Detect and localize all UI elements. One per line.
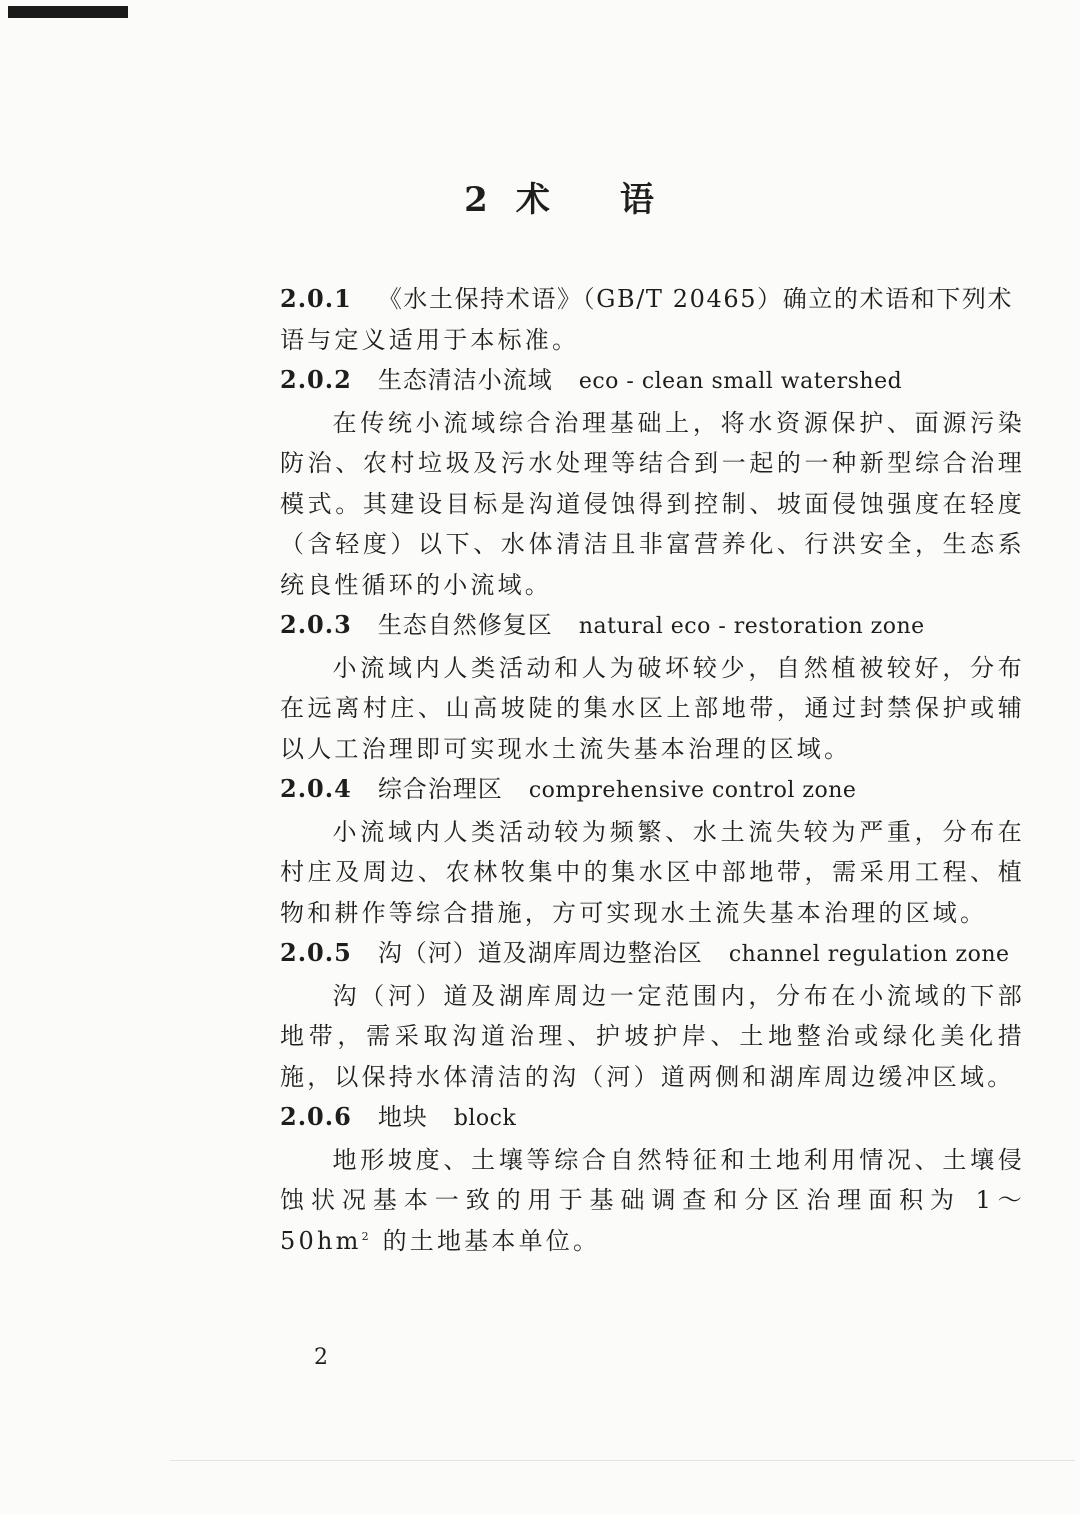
definition-text: 沟（河）道及湖库周边一定范围内，分布在小流域的下部地带，需采取沟道治理、护坡护岸、土地整治或绿化美化措施，以保持水体清洁的沟（河）道两侧和湖库周边缓冲区域。 xyxy=(280,981,1025,1091)
clause-number: 2.0.4 xyxy=(280,774,352,803)
term-english: block xyxy=(453,1106,517,1131)
definition-text-end: 的土地基本单位。 xyxy=(371,1226,601,1255)
chapter-title-char-2: 语 xyxy=(619,180,656,220)
clause-number: 2.0.5 xyxy=(280,938,352,967)
term-heading xyxy=(280,605,1025,648)
term-english: natural eco - restoration zone xyxy=(578,614,925,639)
page-number: 2 xyxy=(314,1345,328,1370)
term-english: channel regulation zone xyxy=(728,942,1010,967)
clause-2-0-5 xyxy=(280,933,1025,1097)
clause-number: 2.0.2 xyxy=(280,365,352,394)
definition-text: 在传统小流域综合治理基础上，将水资源保护、面源污染防治、农村垃圾及污水处理等结合到一起的一种新型综合治理模式。其建设目标是沟道侵蚀得到控制、坡面侵蚀强度在轻度（含轻度）以下、水体清洁且非富营养化、行洪安全，生态系统良性循环的小流域。 xyxy=(280,408,1025,599)
term-heading xyxy=(280,933,1025,976)
clause-2-0-4 xyxy=(280,769,1025,933)
term-chinese: 生态自然修复区 xyxy=(377,611,553,639)
clause-2-0-6 xyxy=(280,1097,1025,1261)
scan-edge-line xyxy=(170,1460,1075,1461)
clause-number: 2.0.1 xyxy=(280,284,352,313)
term-chinese: 综合治理区 xyxy=(377,775,503,803)
superscript-exponent: 2 xyxy=(361,1229,372,1243)
chapter-number: 2 xyxy=(464,180,490,220)
term-english: eco - clean small watershed xyxy=(578,369,903,394)
term-chinese: 地块 xyxy=(377,1103,428,1131)
term-heading xyxy=(280,360,1025,403)
scan-artifact-bar xyxy=(8,6,128,18)
term-definition xyxy=(280,1140,1025,1262)
term-chinese: 沟（河）道及湖库周边整治区 xyxy=(377,939,703,967)
clause-heading xyxy=(280,279,1025,320)
terms-content xyxy=(280,279,1025,1261)
term-heading xyxy=(280,769,1025,812)
clause-intro: 《水土保持术语》（GB/T 20465）确立的术语和下列术 xyxy=(377,285,1014,313)
term-chinese: 生态清洁小流域 xyxy=(377,366,553,394)
term-definition xyxy=(280,976,1025,1098)
term-english: comprehensive control zone xyxy=(528,778,857,803)
clause-number: 2.0.3 xyxy=(280,610,352,639)
definition-text: 地形坡度、土壤等综合自然特征和土地利用情况、土壤侵蚀状况基本一致的用于基础调查和分区治理面积为 1～50hm xyxy=(280,1145,1025,1255)
term-definition xyxy=(280,648,1025,770)
clause-2-0-3 xyxy=(280,605,1025,769)
definition-text: 小流域内人类活动和人为破坏较少，自然植被较好，分布在远离村庄、山高坡陡的集水区上部地带，通过封禁保护或辅以人工治理即可实现水土流失基本治理的区域。 xyxy=(280,653,1025,763)
clause-2-0-2 xyxy=(280,360,1025,605)
chapter-title-char-1: 术 xyxy=(515,180,552,220)
definition-text: 小流域内人类活动较为频繁、水土流失较为严重，分布在村庄及周边、农林牧集中的集水区中部地带，需采用工程、植物和耕作等综合措施，方可实现水土流失基本治理的区域。 xyxy=(280,817,1025,927)
clause-intro-continued: 语与定义适用于本标准。 xyxy=(280,325,580,354)
term-definition xyxy=(280,403,1025,606)
term-heading xyxy=(280,1097,1025,1140)
term-definition xyxy=(280,812,1025,934)
clause-number: 2.0.6 xyxy=(280,1102,352,1131)
chapter-title xyxy=(0,172,1080,221)
clause-2-0-1 xyxy=(280,279,1025,360)
